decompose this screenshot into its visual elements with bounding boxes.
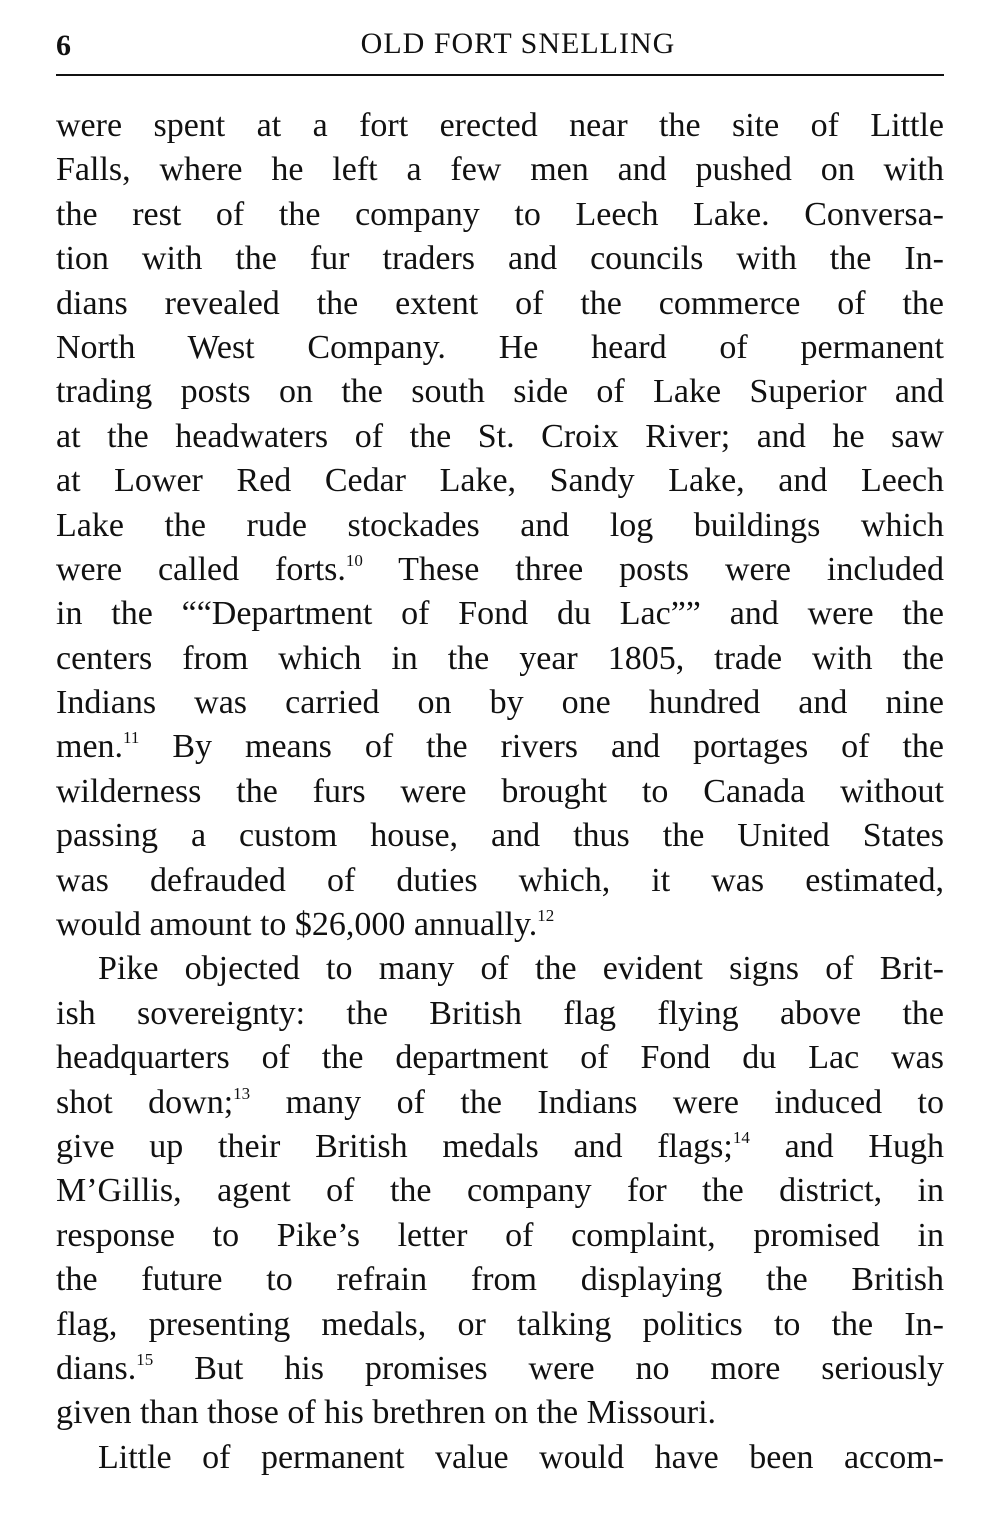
paragraph	[56, 947, 944, 1435]
text-line	[56, 1125, 944, 1169]
footnote-ref-14: 14	[732, 1127, 750, 1147]
text-line: at the headwaters of the St. Croix River; and he saw	[56, 417, 944, 455]
line-text: men.	[56, 728, 124, 766]
text-line: Falls, where he left a few men and pushed on with	[56, 151, 944, 189]
line-text: These three posts were included	[362, 550, 944, 588]
page-header	[56, 22, 944, 68]
text-line: wilderness the furs were brought to Canada without	[56, 772, 944, 810]
text-line: North West Company. He heard of permanent	[56, 328, 944, 366]
text-line: trading posts on the south side of Lake Superior and	[56, 373, 944, 411]
text-line: centers from which in the year 1805, trade with the	[56, 639, 944, 677]
paragraph	[56, 104, 944, 947]
text-line: flag, presenting medals, or talking politics to the In-	[56, 1305, 944, 1343]
text-line: Lake the rude stockades and log buildings which	[56, 506, 944, 544]
line-text: give up their British medals and flags;	[56, 1127, 733, 1165]
line-text: were called forts.	[56, 550, 346, 588]
text-line: the future to refrain from displaying the British	[56, 1261, 944, 1299]
header-rule	[56, 74, 944, 76]
text-line: ish sovereignty: the British flag flying above the	[56, 994, 944, 1032]
text-line: given than those of his brethren on the Missouri.	[56, 1394, 717, 1432]
page-number: 6	[56, 29, 71, 62]
text-line: passing a custom house, and thus the United States	[56, 817, 944, 855]
text-line: Indians was carried on by one hundred and nine	[56, 684, 944, 722]
text-line	[56, 903, 944, 947]
footnote-ref-13: 13	[233, 1083, 251, 1103]
footnote-ref-10: 10	[345, 550, 363, 570]
text-line: dians revealed the extent of the commerce of the	[56, 284, 944, 322]
text-line: Pike objected to many of the evident signs of Brit-	[98, 950, 944, 988]
text-line: tion with the fur traders and councils with the In-	[56, 240, 944, 278]
text-line	[56, 725, 944, 769]
text-line: were spent at a fort erected near the site of Little	[56, 107, 944, 144]
line-text: many of the Indians were induced to	[250, 1083, 944, 1121]
text-line: Little of permanent value would have been accom-	[98, 1438, 944, 1476]
text-line: in the ““Department of Fond du Lac”” and were the	[56, 595, 944, 633]
running-title: OLD FORT SNELLING	[360, 27, 676, 60]
line-text: shot down;	[56, 1083, 234, 1121]
line-text: But his promises were no more seriously	[153, 1349, 944, 1387]
text-line: was defrauded of duties which, it was estimated,	[56, 861, 944, 899]
text-line	[56, 1347, 944, 1391]
line-text: dians.	[56, 1349, 137, 1387]
text-line: response to Pike’s letter of complaint, promised in	[56, 1216, 944, 1254]
paragraph	[56, 1436, 944, 1480]
text-line	[56, 1081, 944, 1125]
line-text: would amount to $26,000 annually.	[56, 906, 538, 944]
text-line: the rest of the company to Leech Lake. Conversa-	[56, 195, 944, 233]
text-line	[56, 548, 944, 592]
text-line: at Lower Red Cedar Lake, Sandy Lake, and Leech	[56, 462, 944, 500]
footnote-ref-11: 11	[123, 728, 140, 748]
line-text: By means of the rivers and portages of the	[139, 728, 944, 766]
footnote-ref-12: 12	[537, 906, 555, 926]
text-line: M’Gillis, agent of the company for the district, in	[56, 1172, 944, 1210]
body-text	[56, 104, 944, 1480]
text-line: headquarters of the department of Fond du Lac was	[56, 1039, 944, 1077]
footnote-ref-15: 15	[136, 1349, 154, 1369]
line-text: and Hugh	[749, 1127, 944, 1165]
